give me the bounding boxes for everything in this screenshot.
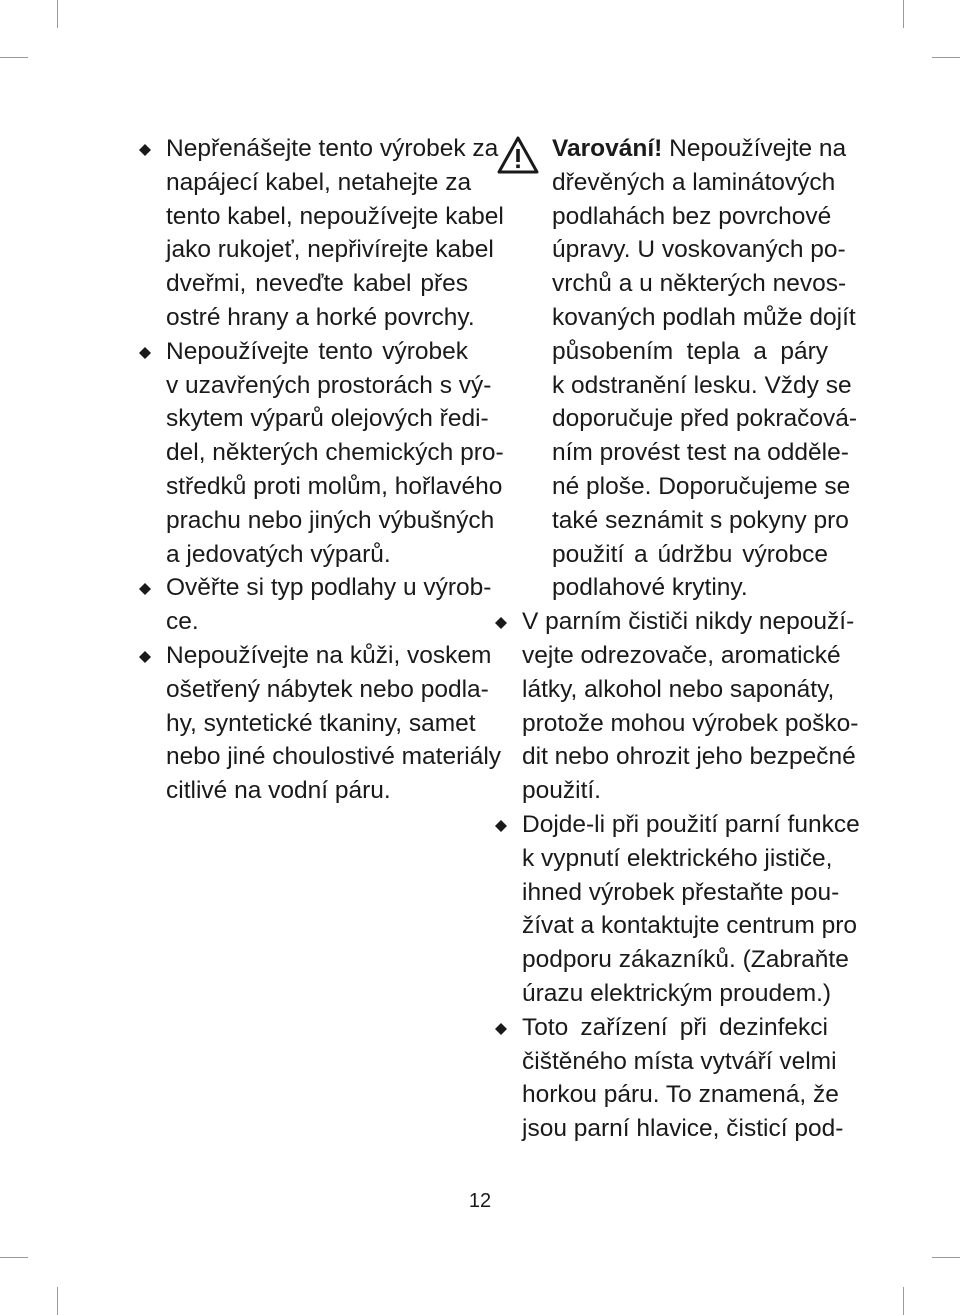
text-line: napájecí kabel, netahejte za [166, 168, 472, 196]
crop-mark-bottom-left [57, 1287, 58, 1315]
warning-block [492, 132, 858, 605]
text-line: vejte odrezovače, aromatické [522, 641, 841, 669]
diamond-bullet-icon [139, 144, 151, 156]
text-line: k vypnutí elektrického jističe, [522, 844, 833, 872]
text-line: del, některých chemických pro- [166, 439, 504, 467]
text-line: Nepoužívejte na kůži, voskem [166, 641, 492, 669]
text-line: Nepoužívejte tento výrobek [166, 337, 468, 365]
warning-first-line [552, 132, 847, 166]
bullet-item [492, 808, 860, 1011]
text-line: dit nebo ohrozit jeho bezpečné [522, 743, 856, 771]
text-line: hy, syntetické tkaniny, samet [166, 709, 476, 737]
text-line: protože mohou výrobek poško- [522, 709, 859, 737]
diamond-bullet-icon [495, 617, 507, 629]
crop-mark-right-top [932, 57, 960, 58]
warning-text [552, 166, 858, 605]
text-line: jsou parní hlavice, čisticí pod- [522, 1115, 844, 1143]
text-line: čištěného místa vytváří velmi [522, 1047, 837, 1075]
text-line: dřevěných a laminátových [552, 168, 836, 196]
text-line: látky, alkohol nebo saponáty, [522, 675, 835, 703]
text-line: kovaných podlah může dojít [552, 303, 856, 331]
diamond-bullet-icon [495, 1023, 507, 1035]
diamond-bullet-icon [139, 583, 151, 595]
text-line: prachu nebo jiných výbušných [166, 506, 495, 534]
text-line: žívat a kontaktujte centrum pro [522, 912, 857, 940]
left-column [136, 132, 504, 808]
text-line: středků proti molům, hořlavého [166, 472, 503, 500]
text-line: použití a údržbu výrobce [552, 540, 828, 568]
crop-mark-top-left [57, 0, 58, 28]
text-line: ihned výrobek přestaňte pou- [522, 878, 840, 906]
text-line: vrchů a u některých nevos- [552, 270, 847, 298]
text-line: Dojde-li při použití parní funkce [522, 810, 860, 838]
warning-first-line-text: Nepoužívejte na [662, 135, 847, 162]
right-bullets [492, 605, 860, 1146]
text-line: Ověřte si typ podlahy u výrob- [166, 574, 492, 602]
crop-mark-left-top [0, 57, 28, 58]
text-line: použití. [522, 777, 601, 805]
text-line: horkou páru. To znamená, že [522, 1081, 839, 1109]
text-line: ostré hrany a horké povrchy. [166, 303, 475, 331]
page-number: 12 [468, 1190, 492, 1212]
text-line: V parním čističi nikdy nepouží- [522, 608, 855, 636]
text-line: podlahách bez povrchové [552, 202, 832, 230]
text-line: působením tepla a páry [552, 337, 828, 365]
bullet-item [492, 605, 859, 808]
crop-mark-left-bottom [0, 1257, 28, 1258]
text-line: také seznámit s pokyny pro [552, 506, 849, 534]
crop-mark-bottom-right [903, 1287, 904, 1315]
text-line: Nepřenášejte tento výrobek za [166, 135, 499, 162]
bullet-item [492, 1011, 844, 1146]
text-line: citlivé na vodní páru. [166, 777, 391, 805]
bullet-item [136, 132, 504, 335]
text-line: dveřmi, neveďte kabel přes [166, 270, 468, 298]
diamond-bullet-icon [495, 820, 507, 832]
text-line: a jedovatých výparů. [166, 540, 391, 568]
bullet-item [136, 335, 504, 572]
text-line: nebo jiné choulostivé materiály [166, 743, 502, 771]
text-line: skytem výparů olejových ředi- [166, 405, 489, 433]
text-line: né ploše. Doporučujeme se [552, 472, 851, 500]
diamond-bullet-icon [139, 347, 151, 359]
text-line: doporučuje před pokračová- [552, 405, 858, 433]
text-line: v uzavřených prostorách s vý- [166, 371, 492, 399]
text-line: jako rukojeť, nepřivírejte kabel [166, 236, 494, 264]
text-line: Toto zařízení při dezinfekci [522, 1013, 828, 1041]
bullet-item [136, 639, 502, 808]
crop-mark-top-right [903, 0, 904, 28]
text-line: ošetřený nábytek nebo podla- [166, 675, 489, 703]
text-line: podporu zákazníků. (Zabraňte [522, 946, 849, 974]
text-line: úrazu elektrickým proudem.) [522, 979, 832, 1007]
warning-label: Varování! [552, 135, 663, 162]
crop-mark-right-bottom [932, 1257, 960, 1258]
text-line: k odstranění lesku. Vždy se [552, 371, 852, 399]
text-line: úpravy. U voskovaných po- [552, 236, 846, 264]
text-line: ním provést test na odděle- [552, 439, 849, 467]
diamond-bullet-icon [139, 651, 151, 663]
bullet-item [136, 571, 492, 639]
text-line: tento kabel, nepoužívejte kabel [166, 202, 504, 230]
text-line: ce. [166, 608, 199, 636]
text-line: podlahové krytiny. [552, 574, 748, 602]
warning-triangle-icon [496, 135, 540, 175]
right-column [492, 132, 860, 1146]
